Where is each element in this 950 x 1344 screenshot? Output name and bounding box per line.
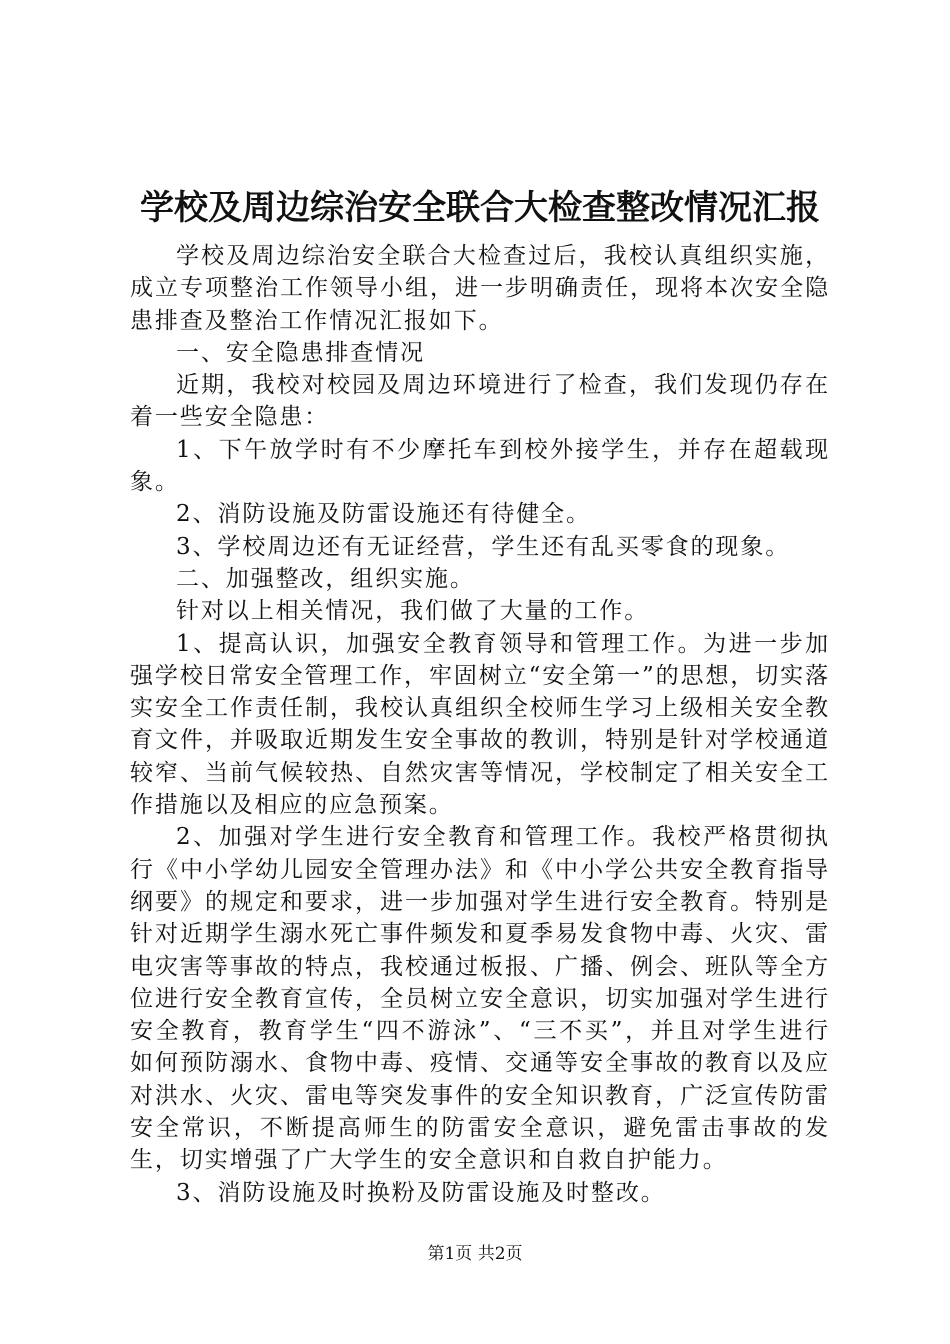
document-body [130,240,830,1209]
section-heading-1: 一、安全隐患排查情况 [176,339,425,366]
list-item: 1、提高认识，加强安全教育领导和管理工作。为进一步加强学校日常安全管理工作，牢固树立“安全第一”的思想，切实落实安全工作责任制，我校认真组织全校师生学习上级相关安全教育文件，并吸取近期发生安全事故的教训，特别是针对学校通道较窄、当前气候较热、自然灾害等情况，学校制定了相关安全工作措施以及相应的应急预案。 [130,630,830,819]
list-item: 3、消防设施及时换粉及防雷设施及时整改。 [176,1179,666,1206]
list-item: 3、学校周边还有无证经营，学生还有乱买零食的现象。 [176,533,791,560]
paragraph: 近期，我校对校园及周边环境进行了检查，我们发现仍存在着一些安全隐患： [130,372,830,431]
list-item: 1、下午放学时有不少摩托车到校外接学生，并存在超载现象。 [130,436,830,496]
page-footer: 第1页 共2页 [427,1244,523,1264]
paragraph-intro: 学校及周边综治安全联合大检查过后，我校认真组织实施，成立专项整治工作领导小组，进一步明确责任，现将本次安全隐患排查及整治工作情况汇报如下。 [130,243,830,334]
section-heading-2: 二、加强整改，组织实施。 [176,565,475,592]
document-title: 学校及周边综治安全联合大检查整改情况汇报 [140,188,820,228]
paragraph: 针对以上相关情况，我们做了大量的工作。 [176,598,650,625]
list-item: 2、加强对学生进行安全教育和管理工作。我校严格贯彻执行《中小学幼儿园安全管理办法》和《中小学公共安全教育指导纲要》的规定和要求，进一步加强对学生进行安全教育。特别是针对近期学生溺水死亡事件频发和夏季易发食物中毒、火灾、雷电灾害等事故的特点，我校通过板报、广播、例会、班队等全方位进行安全教育宣传，全员树立安全意识，切实加强对学生进行安全教育，教育学生“四不游泳”、“三不买”，并且对学生进行如何预防溺水、食物中毒、疫情、交通等安全事故的教育以及应对洪水、火灾、雷电等突发事件的安全知识教育，广泛宣传防雷安全常识，不断提高师生的防雷安全意识，避免雷击事故的发生，切实增强了广大学生的安全意识和自救自护能力。 [130,824,830,1174]
list-item: 2、消防设施及防雷设施还有待健全。 [176,501,591,528]
